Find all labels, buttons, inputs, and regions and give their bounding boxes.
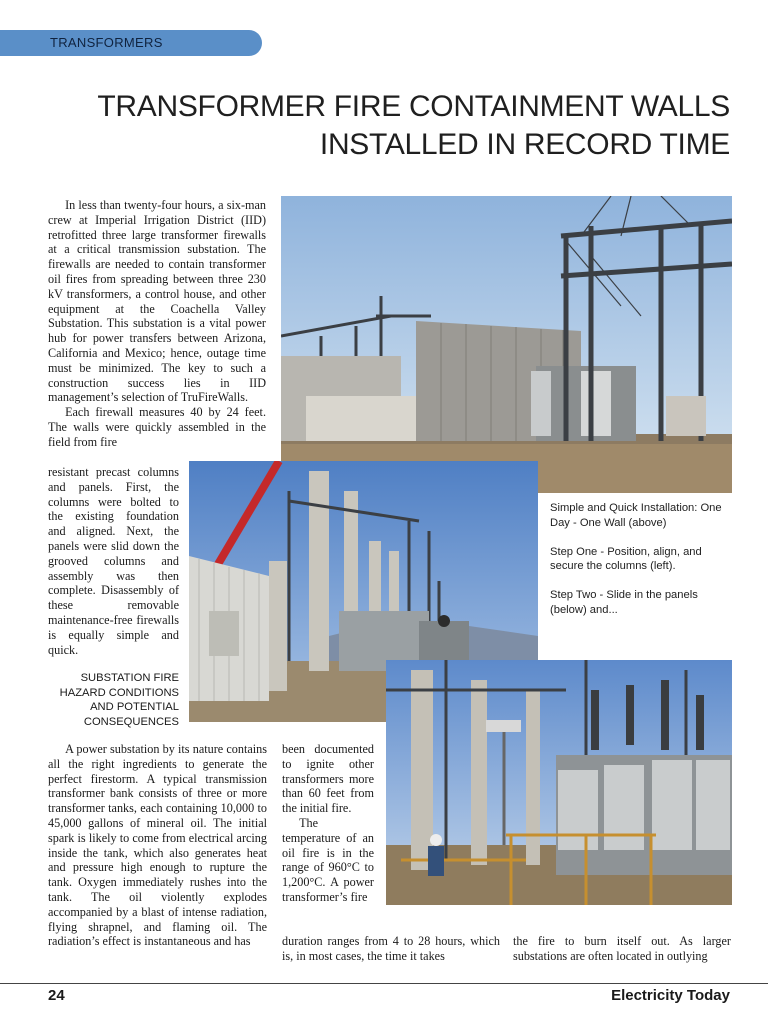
column-1-top xyxy=(48,198,266,450)
column-3-bottom xyxy=(513,934,731,964)
paragraph-5a: The temperature of an oil fire is in the range of 960°C to 1,200°C. A power transformer’s fire xyxy=(282,815,374,904)
column-2-top xyxy=(282,742,374,905)
caption-1: Simple and Quick Installation: One Day - One Wall (above) xyxy=(550,502,722,529)
section-subhead: SUBSTATION FIRE HAZARD CONDITIONS AND POTENTIAL CONSEQUENCES xyxy=(59,672,179,728)
paragraph-2a: Each firewall measures 40 by 24 feet. The walls were quickly assembled in the field from fire xyxy=(48,405,266,449)
title-line-1: TRANSFORMER FIRE CONTAINMENT WALLS xyxy=(97,90,730,123)
photo-firewall-substation xyxy=(281,196,732,493)
article-title xyxy=(90,88,730,164)
section-label: TRANSFORMERS xyxy=(50,35,163,50)
page-number: 24 xyxy=(48,987,65,1004)
footer-rule xyxy=(0,983,768,984)
section-tab xyxy=(0,30,262,56)
paragraph-2b: resistant precast columns and panels. First, the columns were bolted to the existing foundation and aligned. Next, the panels were slid down the grooved columns and assembly was then complete. Disassembly of these removable maintenance-free firewalls is equally simple and quick. xyxy=(48,465,179,657)
title-line-2: INSTALLED IN RECORD TIME xyxy=(319,128,730,161)
caption-3: Step Two - Slide in the panels (below) and... xyxy=(550,589,698,616)
paragraph-1: In less than twenty-four hours, a six-man crew at Imperial Irrigation District (IID) retrofitted three large transformer firewalls at a critical transmission substation. The firewalls are needed to contain transformer oil fires from spreading between three 230 kV transformers, a control house, and other equipment at the Coachella Valley Substation. This substation is a vital power hub for power transfers between Arizona, California and Mexico; hence, outage time must be minimized. The key to such a construction success lies in IID management’s selection of TruFireWalls. xyxy=(48,198,266,405)
caption-2: Step One - Position, align, and secure the columns (left). xyxy=(550,545,702,573)
column-1-bottom xyxy=(48,742,267,949)
paragraph-3: A power substation by its nature contains all the right ingredients to generate the perfect firestorm. A typical transmission transformer bank consists of three or more transformer tanks, each containing 10,000 to 45,000 gallons of mineral oil. The initial spark is likely to come from electrical arcing inside the tank, which also generates heat and pressure high enough to rupture the tank. Oxygen immediately rushes into the tank. The oil violently explodes accompanied by a blast of intense radiation, flying shrapnel, and flaming oil. The radiation’s effect is instantaneous and has xyxy=(48,742,267,949)
magazine-name: Electricity Today xyxy=(611,987,730,1004)
paragraph-4: been documented to ignite other transformers more than 60 feet from the initial fire. xyxy=(282,742,374,816)
photo-captions xyxy=(550,501,728,632)
column-1-mid xyxy=(48,465,179,729)
paragraph-6: the fire to burn itself out. As larger substations are often located in outlying xyxy=(513,934,731,963)
paragraph-5b: duration ranges from 4 to 28 hours, which is, in most cases, the time it takes xyxy=(282,934,500,963)
column-2-bottom xyxy=(282,934,500,964)
photo-panels-installation xyxy=(386,660,732,905)
